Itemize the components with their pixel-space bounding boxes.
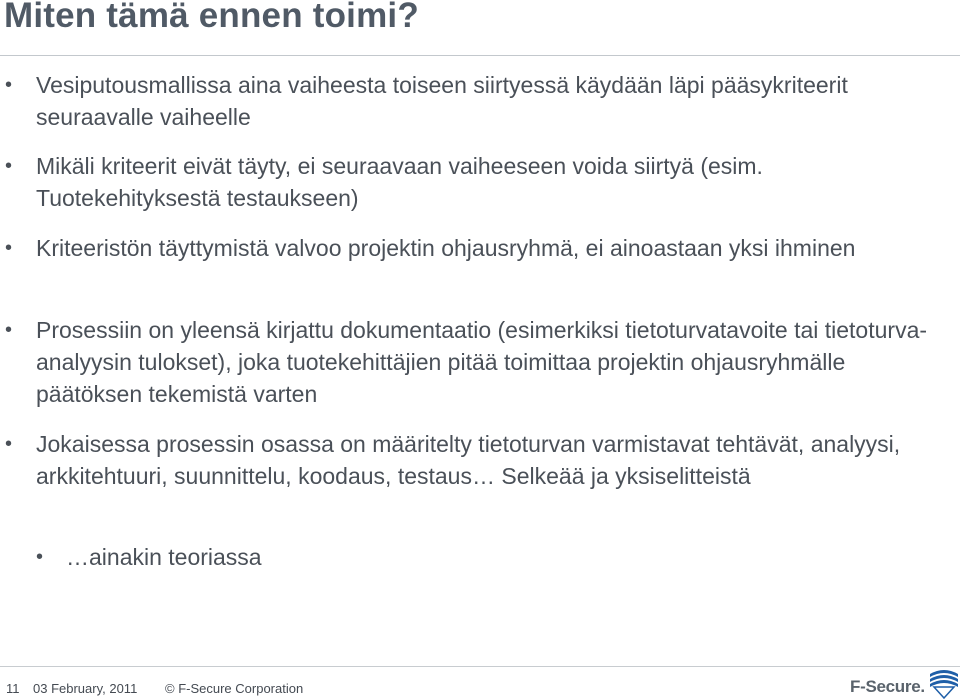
f-secure-logo xyxy=(850,668,960,699)
bullet-marker: • xyxy=(5,433,13,455)
bullet-marker: • xyxy=(5,237,13,259)
bullet-text: Jokaisessa prosessin osassa on määritelty tietoturvan varmistavat tehtävät, analyysi, arkkitehtuuri, suunnittelu, koodaus, testaus… Selkeää ja yksiselitteistä xyxy=(36,431,901,489)
bullet-marker: • xyxy=(5,319,13,341)
bullet-marker: • xyxy=(36,546,44,568)
bullet-item xyxy=(5,150,936,214)
footer-divider xyxy=(0,666,960,667)
bullet-text: Kriteeristön täyttymistä valvoo projektin ohjausryhmä, ei ainoastaan yksi ihminen xyxy=(36,235,856,261)
bullet-text: Mikäli kriteerit eivät täyty, ei seuraavaan vaiheeseen voida siirtyä (esim. Tuotekehityksestä testaukseen) xyxy=(36,153,763,211)
footer-copyright: © F-Secure Corporation xyxy=(165,681,304,696)
bullet-marker: • xyxy=(5,74,13,96)
page-number: 11 xyxy=(6,681,20,696)
bullet-item xyxy=(5,314,936,410)
footer-date: 03 February, 2011 xyxy=(33,681,138,696)
bullet-item xyxy=(5,69,936,133)
sub-bullet-item xyxy=(36,541,866,573)
bullet-marker: • xyxy=(5,155,13,177)
logo-text: F-Secure. xyxy=(850,677,925,696)
bullet-item xyxy=(5,232,936,264)
bullet-item xyxy=(5,428,936,492)
bullet-text: Prosessiin on yleensä kirjattu dokumentaatio (esimerkiksi tietoturvatavoite tai tietoturva-analyysin tulokset), joka tuotekehittäjien pitää toimittaa projektin ohjausryhmälle päätöksen tekemistä varten xyxy=(36,317,928,407)
title-divider xyxy=(0,55,960,56)
bullet-text: Vesiputousmallissa aina vaiheesta toiseen siirtyessä käydään läpi pääsykriteerit seuraavalle vaiheelle xyxy=(36,72,848,130)
slide-title: Miten tämä ennen toimi? xyxy=(4,0,419,35)
sub-bullet-text: …ainakin teoriassa xyxy=(66,544,262,570)
f-secure-logo-icon xyxy=(928,668,960,699)
